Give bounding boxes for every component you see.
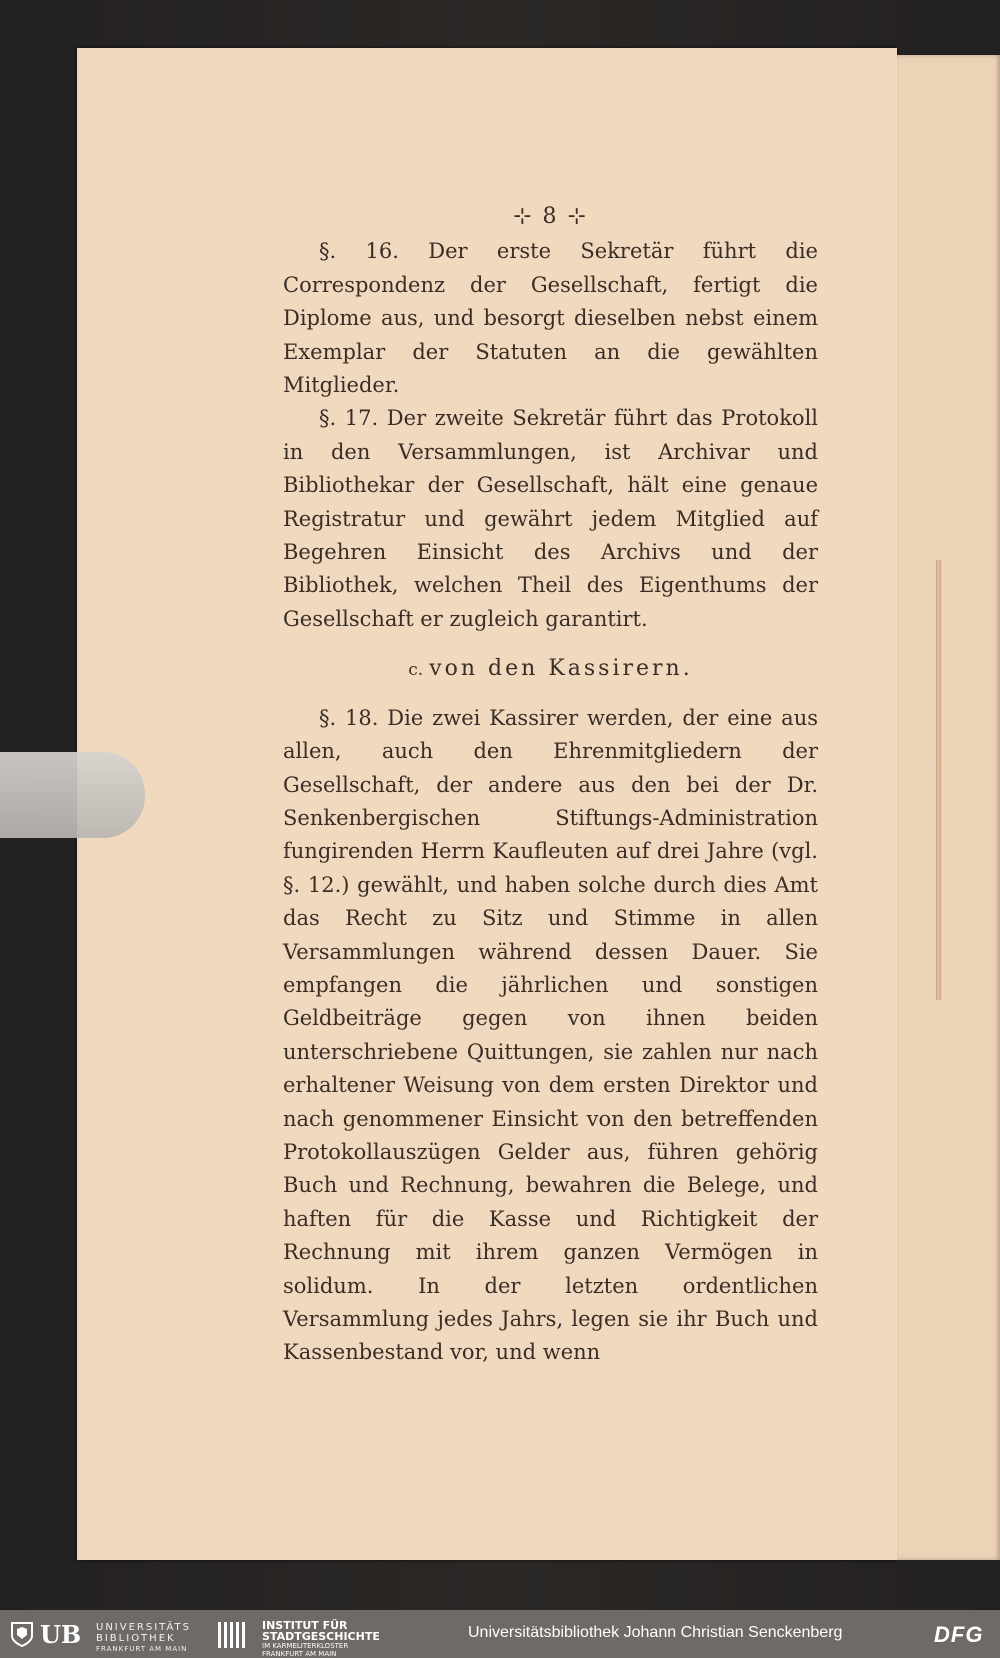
paragraph-16: §. 16. Der erste Sekretär führt die Correspondenz der Gesellschaft, fertigt die Diplome aus, und besorgt dieselben nebst einem Exemplar der Statuten an die gewählten Mitglieder. <box>283 239 818 398</box>
section-heading <box>283 652 818 687</box>
paragraph-17: §. 17. Der zweite Sekretär führt das Protokoll in den Versammlungen, ist Archivar und Bibliothekar der Gesellschaft, hält eine genaue Registratur und gewährt jedem Mitglied auf Begehren Einsicht des Archivs und der Bibliothek, welchen Theil des Eigenthums der Gesellschaft er zugleich garantirt. <box>283 406 818 631</box>
institute-line-3: IM KARMELITERKLOSTER <box>262 1642 349 1650</box>
section-heading-letter: c. <box>408 660 424 681</box>
ub-text: UB <box>40 1619 82 1649</box>
library-line-3: FRANKFURT AM MAIN <box>96 1645 188 1653</box>
institute-line-1: INSTITUT FÜR <box>262 1619 348 1632</box>
library-line-2: BIBLIOTHEK <box>96 1633 176 1644</box>
institute-line-4: FRANKFURT AM MAIN <box>262 1650 337 1658</box>
institute-logo-icon[interactable] <box>216 1618 250 1652</box>
paragraph-18: §. 18. Die zwei Kassirer werden, der eine aus allen, auch den Ehrenmitgliedern der Gesellschaft, der andere aus den bei der Dr. Senkenbergischen Stiftungs-Administration fungirenden Herrn Kaufleuten auf drei Jahre (vgl. §. 12.) gewählt, und haben solche durch dies Amt das Recht zu Sitz und Stimme in allen Versammlungen während dessen Dauer. Sie empfangen die jährlichen und sonstigen Geldbeiträge gegen von ihnen beiden unterschriebene Quittungen, sie zahlen nur nach erhaltener Weisung von dem ersten Direktor und nach genommener Einsicht von den betreffenden Protokollauszügen Gelder aus, führen gehörig Buch und Rechnung, bewahren die Belege, und haften für die Kasse und Richtigkeit der Rechnung mit ihrem ganzen Vermögen in solidum. In der letzten ordentlichen Versammlung jedes Jahrs, legen sie ihr Buch und Kassenbestand vor, und wenn <box>283 705 818 1365</box>
bookmark-ribbon <box>936 560 941 1000</box>
footer-bar <box>0 1610 1000 1658</box>
library-line-1: UNIVERSITÄTS <box>96 1622 192 1633</box>
footer-library-title: Universitätsbibliothek Johann Christian Senckenberg <box>468 1624 843 1641</box>
ub-shield-icon <box>8 1620 36 1648</box>
page-number: ⊹ 8 ⊹ <box>513 204 588 229</box>
institute-line-2: STADTGESCHICHTE <box>262 1630 380 1643</box>
dfg-logo[interactable]: DFG <box>934 1622 984 1647</box>
institute-name <box>262 1620 380 1658</box>
page-text <box>283 200 818 1370</box>
section-heading-text: von den Kassirern. <box>429 656 693 682</box>
next-page-edge <box>897 55 1000 1560</box>
ub-logo[interactable] <box>8 1619 92 1649</box>
library-name <box>96 1622 191 1655</box>
page-clip <box>0 752 145 838</box>
